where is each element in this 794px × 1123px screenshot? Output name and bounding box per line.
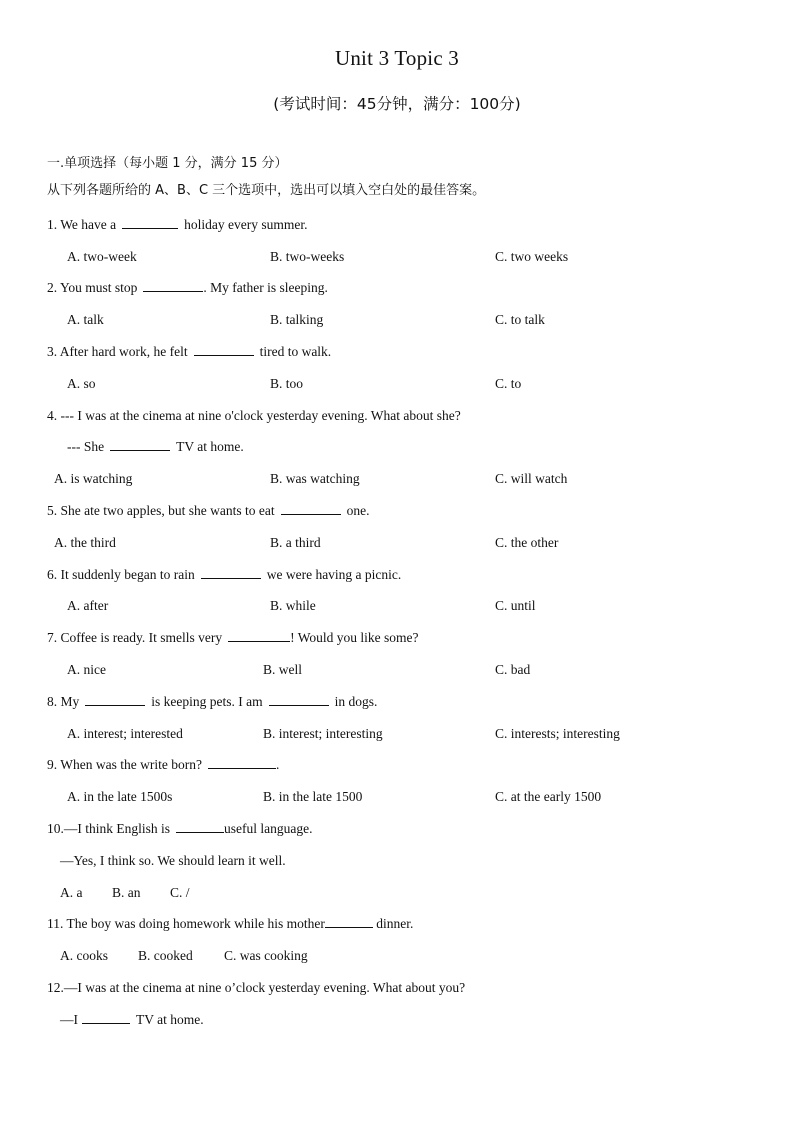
question-text: --- She <box>67 439 105 454</box>
question-text: 6. It suddenly began to rain <box>47 567 195 582</box>
answer-blank <box>325 915 373 928</box>
question-text: is keeping pets. I am <box>151 694 263 709</box>
option-b: B. while <box>270 598 316 613</box>
question-12-response <box>60 1011 204 1029</box>
section-instruction: 从下列各题所给的 A、B、C 三个选项中，选出可以填入空白处的最佳答案。 <box>47 183 486 198</box>
answer-blank <box>208 756 276 769</box>
option-c: C. interests; interesting <box>495 726 620 741</box>
question-text: 1. We have a <box>47 217 117 232</box>
option-a: A. interest; interested <box>67 726 183 741</box>
question-2 <box>47 279 328 297</box>
question-text: holiday every summer. <box>184 217 308 232</box>
option-a: A. cooks <box>60 948 108 963</box>
answer-blank <box>176 820 224 833</box>
question-text: 11. The boy was doing homework while his mother <box>47 916 325 931</box>
page-title: Unit 3 Topic 3 <box>334 46 460 70</box>
question-text: one. <box>346 503 370 518</box>
question-text: 9. When was the write born? <box>47 757 202 772</box>
option-a: A. after <box>67 598 109 613</box>
question-text: 3. After hard work, he felt <box>47 344 188 359</box>
answer-blank <box>281 502 341 515</box>
option-c: C. bad <box>495 662 531 677</box>
option-c: C. was cooking <box>224 948 308 963</box>
question-text: useful language. <box>224 821 313 836</box>
question-text: TV at home. <box>176 439 244 454</box>
question-4: 4. --- I was at the cinema at nine o'clock yesterday evening. What about she? <box>47 408 461 423</box>
option-b: B. too <box>270 376 304 391</box>
question-12: 12.—I was at the cinema at nine o’clock yesterday evening. What about you? <box>47 980 466 995</box>
question-text: —I <box>60 1012 78 1027</box>
question-text: 8. My <box>47 694 80 709</box>
option-b: B. was watching <box>270 471 360 486</box>
option-a: A. a <box>60 885 83 900</box>
answer-blank <box>269 693 329 706</box>
option-b: B. talking <box>270 312 324 327</box>
option-c: C. to <box>495 376 522 391</box>
question-text: in dogs. <box>334 694 378 709</box>
option-a: A. so <box>67 376 96 391</box>
question-6 <box>47 566 401 584</box>
option-c: C. the other <box>495 535 559 550</box>
option-b: B. in the late 1500 <box>263 789 363 804</box>
question-8 <box>47 693 377 711</box>
option-b: B. a third <box>270 535 321 550</box>
exam-info: (考试时间：45分钟，满分：100分) <box>273 95 521 113</box>
section-heading: 一.单项选择（每小题 1 分，满分 15 分） <box>47 156 288 171</box>
answer-blank <box>122 216 178 229</box>
option-c: C. / <box>170 885 190 900</box>
question-5 <box>47 502 369 520</box>
option-a: A. in the late 1500s <box>67 789 173 804</box>
answer-blank <box>143 279 203 292</box>
option-a: A. nice <box>67 662 106 677</box>
option-c: C. to talk <box>495 312 545 327</box>
question-text: tired to walk. <box>259 344 332 359</box>
question-11 <box>47 915 413 933</box>
option-a: A. talk <box>67 312 104 327</box>
question-4-response <box>67 438 244 456</box>
question-text: ! Would you like some? <box>290 630 419 645</box>
option-c: C. two weeks <box>495 249 569 264</box>
option-a: A. the third <box>54 535 116 550</box>
question-10 <box>47 820 312 838</box>
question-3 <box>47 343 331 361</box>
option-b: B. an <box>112 885 141 900</box>
answer-blank <box>201 566 261 579</box>
option-b: B. cooked <box>138 948 193 963</box>
question-text: 10.—I think English is <box>47 821 171 836</box>
question-text: 5. She ate two apples, but she wants to eat <box>47 503 275 518</box>
question-7 <box>47 629 418 647</box>
question-text: 7. Coffee is ready. It smells very <box>47 630 223 645</box>
answer-blank <box>194 343 254 356</box>
option-b: B. two-weeks <box>270 249 345 264</box>
question-text: we were having a picnic. <box>266 567 402 582</box>
answer-blank <box>110 438 170 451</box>
option-b: B. interest; interesting <box>263 726 383 741</box>
option-a: A. two-week <box>67 249 137 264</box>
answer-blank <box>82 1011 130 1024</box>
question-9 <box>47 756 279 774</box>
question-text: . <box>275 757 280 772</box>
question-1 <box>47 216 308 234</box>
option-c: C. until <box>495 598 536 613</box>
answer-blank <box>85 693 145 706</box>
question-10-response: —Yes, I think so. We should learn it well. <box>60 853 286 868</box>
option-c: C. at the early 1500 <box>495 789 602 804</box>
question-text: TV at home. <box>136 1012 204 1027</box>
question-text: . My father is sleeping. <box>203 280 328 295</box>
option-a: A. is watching <box>54 471 133 486</box>
option-c: C. will watch <box>495 471 568 486</box>
option-b: B. well <box>263 662 302 677</box>
answer-blank <box>228 629 290 642</box>
question-text: 2. You must stop <box>47 280 138 295</box>
question-text: dinner. <box>372 916 414 931</box>
